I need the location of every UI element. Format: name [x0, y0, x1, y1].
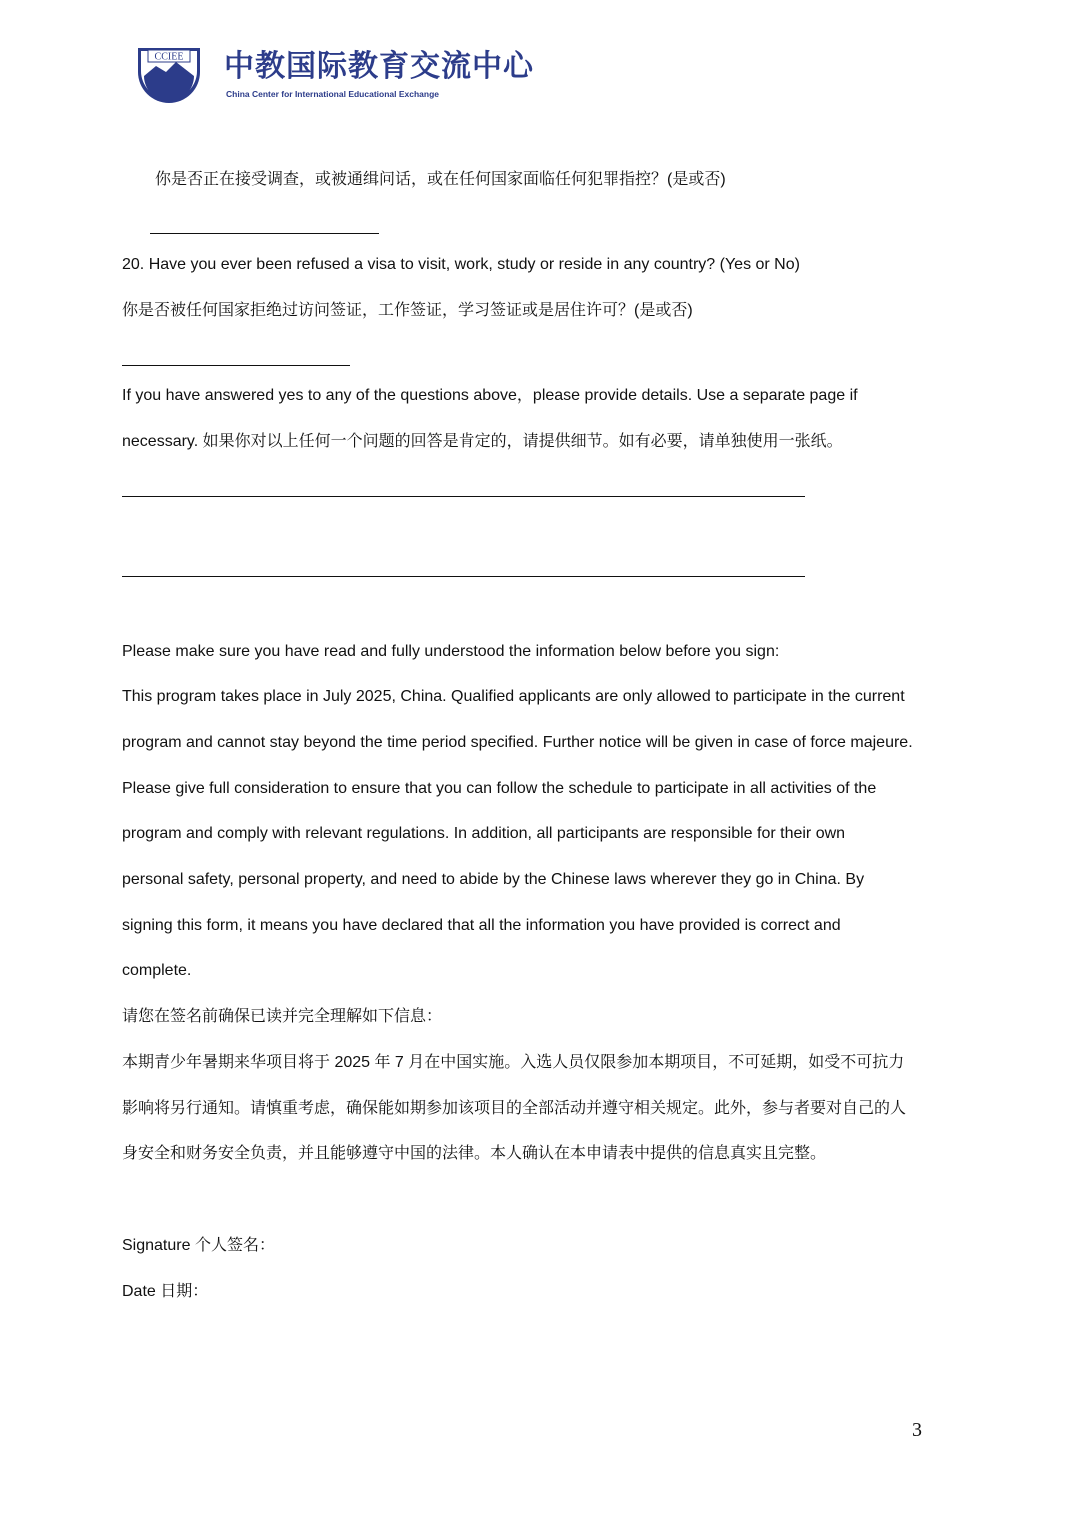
- declaration-en-line: signing this form, it means you have declared that all the information you have provided is correct and: [122, 917, 841, 934]
- declaration-cn-line: 本期青少年暑期来华项目将于 2025 年 7 月在中国实施。入选人员仅限参加本期项目，不可延期，如受不可抗力: [122, 1054, 905, 1071]
- declaration-en-line: Please make sure you have read and fully understood the information below before you sign:: [122, 643, 780, 660]
- declaration-cn-line: 请您在签名前确保已读并完全理解如下信息：: [122, 1008, 443, 1025]
- details-line-1: If you have answered yes to any of the questions above，please provide details. Use a separate page if: [122, 387, 858, 404]
- declaration-en-line: program and comply with relevant regulations. In addition, all participants are responsible for their own: [122, 825, 846, 842]
- details-line-2: necessary. 如果你对以上任何一个问题的回答是肯定的，请提供细节。如有必要，请单独使用一张纸。: [122, 433, 843, 450]
- q20-answer-line[interactable]: [122, 365, 350, 366]
- declaration-en-line: personal safety, personal property, and need to abide by the Chinese laws wherever they go in China. By: [122, 871, 865, 888]
- declaration-en-line: program and cannot stay beyond the time period specified. Further notice will be given in case of force majeure.: [122, 734, 913, 751]
- q20-en: 20. Have you ever been refused a visa to visit, work, study or reside in any country? (Yes or No): [122, 256, 800, 273]
- declaration-en-line: Please give full consideration to ensure that you can follow the schedule to participate in all activities of the: [122, 780, 877, 797]
- cciee-logo: [136, 46, 202, 108]
- q20-cn: 你是否被任何国家拒绝过访问签证，工作签证，学习签证或是居住许可？(是或否): [122, 302, 693, 319]
- org-name-en: China Center for International Educational Exchange: [226, 89, 440, 99]
- declaration-cn-line: 身安全和财务安全负责，并且能够遵守中国的法律。本人确认在本申请表中提供的信息真实且完整。: [122, 1145, 827, 1162]
- declaration-en-line: This program takes place in July 2025, China. Qualified applicants are only allowed to participate in the current: [122, 688, 905, 705]
- org-name-cn: 中教国际教育交流中心: [224, 49, 534, 84]
- declaration-en-line: complete.: [122, 962, 192, 979]
- page-number: 3: [912, 1419, 922, 1441]
- logo-badge-text: CCIEE: [154, 51, 184, 63]
- signature-label: Signature 个人签名：: [122, 1237, 275, 1254]
- details-answer-line-1[interactable]: [122, 496, 805, 497]
- details-answer-line-2[interactable]: [122, 576, 805, 577]
- q19-cn: 你是否正在接受调查，或被通缉问话，或在任何国家面临任何犯罪指控？(是或否): [155, 171, 726, 188]
- q19-answer-line[interactable]: [150, 233, 379, 234]
- date-label: Date 日期：: [122, 1283, 209, 1300]
- declaration-cn-line: 影响将另行通知。请慎重考虑，确保能如期参加该项目的全部活动并遵守相关规定。此外，参与者要对自己的人: [122, 1100, 907, 1117]
